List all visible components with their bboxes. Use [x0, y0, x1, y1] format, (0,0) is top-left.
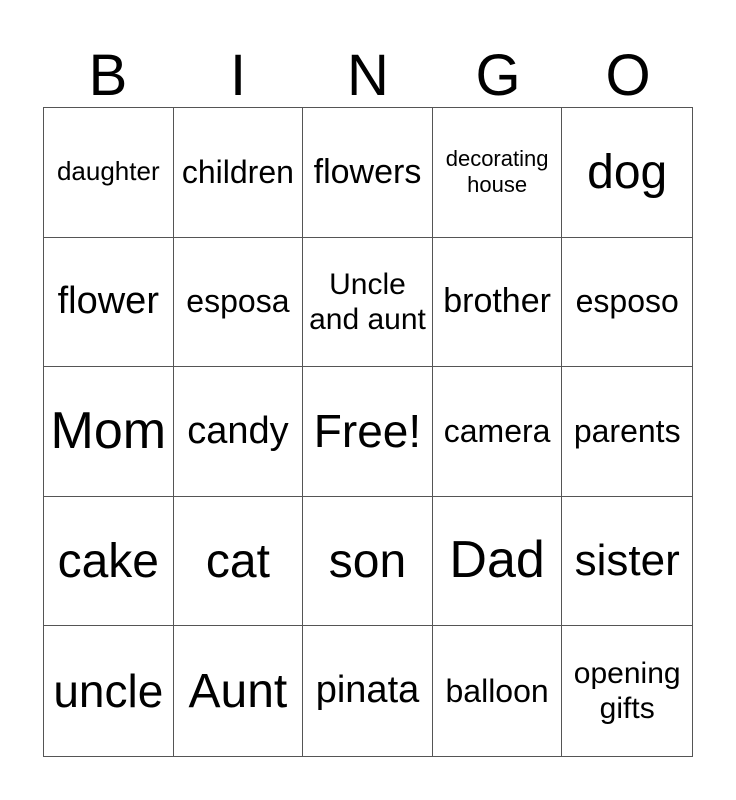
bingo-cell-r1c4[interactable]: decorating house: [433, 108, 563, 238]
bingo-cell-r5c5[interactable]: opening gifts: [573, 656, 681, 726]
bingo-cell-r5c1[interactable]: uncle: [44, 626, 174, 756]
bingo-board: [43, 107, 693, 757]
bingo-cell-r4c1[interactable]: cake: [44, 497, 174, 627]
bingo-cell-r4c2[interactable]: cat: [174, 497, 304, 627]
bingo-cell-r1c1[interactable]: daughter: [44, 108, 174, 238]
bingo-cell-r4c4[interactable]: Dad: [433, 497, 563, 627]
header-letter-i: I: [229, 43, 247, 108]
bingo-cell-r3c5[interactable]: parents: [562, 367, 692, 497]
bingo-cell-r3c1[interactable]: Mom: [44, 367, 174, 497]
bingo-cell-r4c3[interactable]: son: [303, 497, 433, 627]
header-letter-b: B: [88, 43, 128, 108]
bingo-cell-r2c1[interactable]: flower: [44, 238, 174, 368]
bingo-cell-r1c2[interactable]: children: [174, 108, 304, 238]
header-letter-n: N: [347, 43, 389, 108]
bingo-header: [43, 44, 693, 108]
bingo-cell-r5c4[interactable]: balloon: [433, 626, 563, 756]
bingo-cell-r3c4[interactable]: camera: [433, 367, 563, 497]
bingo-cell-r1c5[interactable]: dog: [562, 108, 692, 238]
bingo-cell-r2c2[interactable]: esposa: [174, 238, 304, 368]
bingo-cell-r5c3[interactable]: pinata: [303, 626, 433, 756]
bingo-cell-r2c5[interactable]: esposo: [562, 238, 692, 368]
bingo-cell-r3c3[interactable]: Free!: [303, 367, 433, 497]
bingo-cell-r4c5[interactable]: sister: [562, 497, 692, 627]
bingo-cell-r5c2[interactable]: Aunt: [174, 626, 304, 756]
header-letter-g: G: [475, 43, 521, 108]
bingo-cell-r2c4[interactable]: brother: [433, 238, 563, 368]
bingo-cell-r2c3[interactable]: Uncle and aunt: [303, 238, 433, 368]
bingo-cell-r1c3[interactable]: flowers: [303, 108, 433, 238]
bingo-cell-r3c2[interactable]: candy: [174, 367, 304, 497]
header-letter-o: O: [605, 43, 651, 108]
